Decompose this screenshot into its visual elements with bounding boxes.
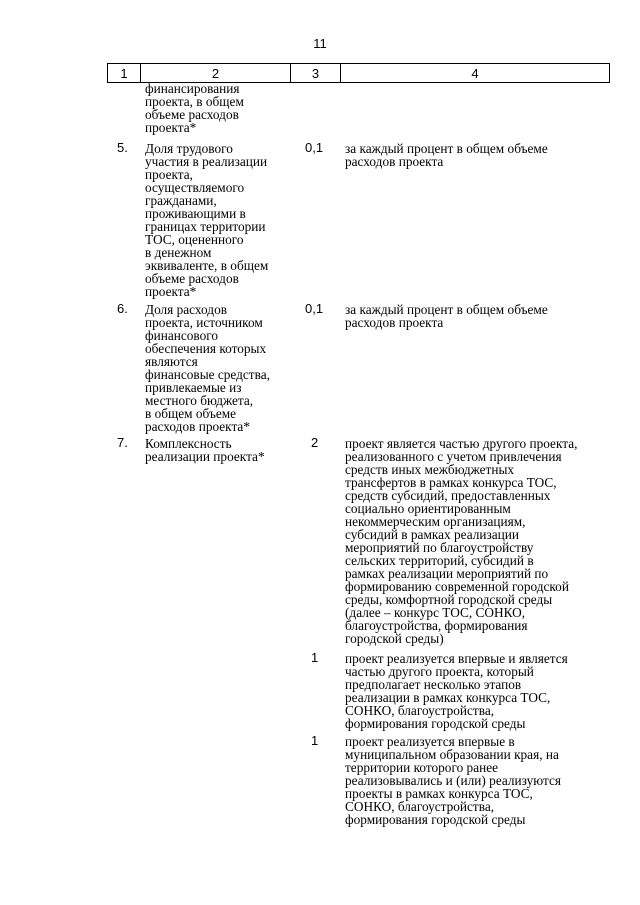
row-7-criterion: Комплексность реализации проекта* [145, 436, 265, 464]
row-7-number: 7. [117, 435, 128, 450]
header-col-2: 2 [141, 64, 291, 83]
row-6-points: 0,1 [305, 301, 324, 316]
header-row [108, 64, 610, 83]
row-7-option-3-description: проект реализуется впервые в муниципальном образовании края, на территории которого ранее реализовывались и (или) реализуются проекты в рамках конкурса ТОС, СОНКО, благоустройства, формирования городской среды [345, 734, 562, 827]
row-7-option-2-description: проект реализуется впервые и является частью другого проекта, который предполагает несколько этапов реализации в рамках конкурса ТОС, СОНКО, благоустройства, формирования городской среды [345, 651, 568, 731]
row-7-option-1-points: 2 [311, 435, 319, 450]
row-6-criterion: Доля расходов проекта, источником финансового обеспечения которых являются финансовые средства, привлекаемые из местного бюджета, в общем объеме расходов проекта* [145, 302, 270, 434]
row-5-criterion: Доля трудового участия в реализации проекта, осуществляемого гражданами, проживающими в границах территории ТОС, оцененного в денежном эквиваленте, в общем объеме расходов проекта* [145, 141, 269, 299]
row-5-points: 0,1 [305, 140, 324, 155]
row-5-description: за каждый процент в общем объеме расходов проекта [345, 141, 548, 169]
row-6-description: за каждый процент в общем объеме расходов проекта [345, 302, 548, 330]
row-7-option-3-points: 1 [311, 733, 319, 748]
table-header [107, 63, 610, 83]
row-6-number: 6. [117, 301, 128, 316]
continued-criterion: финансирования проекта, в общем объеме расходов проекта* [145, 81, 244, 135]
header-col-1: 1 [108, 64, 141, 83]
header-col-3: 3 [291, 64, 341, 83]
row-5-number: 5. [117, 140, 128, 155]
page-number: 11 [313, 36, 327, 51]
row-7-option-1-description: проект является частью другого проекта, реализованного с учетом привлечения средств иных межбюджетных трансфертов в рамках конкурса ТОС, средств субсидий, предоставленных социально ориентированным некоммерческим организациям, субсидий в рамках реализации мероприятий по благоустройству сельских территорий, субсидий в рамках реализации мероприятий по формированию современной городской среды, комфортной городской среды (далее – конкурс ТОС, СОНКО, благоустройства, формирования городской среды) [345, 436, 578, 646]
header-col-4: 4 [341, 64, 610, 83]
row-7-option-2-points: 1 [311, 650, 319, 665]
